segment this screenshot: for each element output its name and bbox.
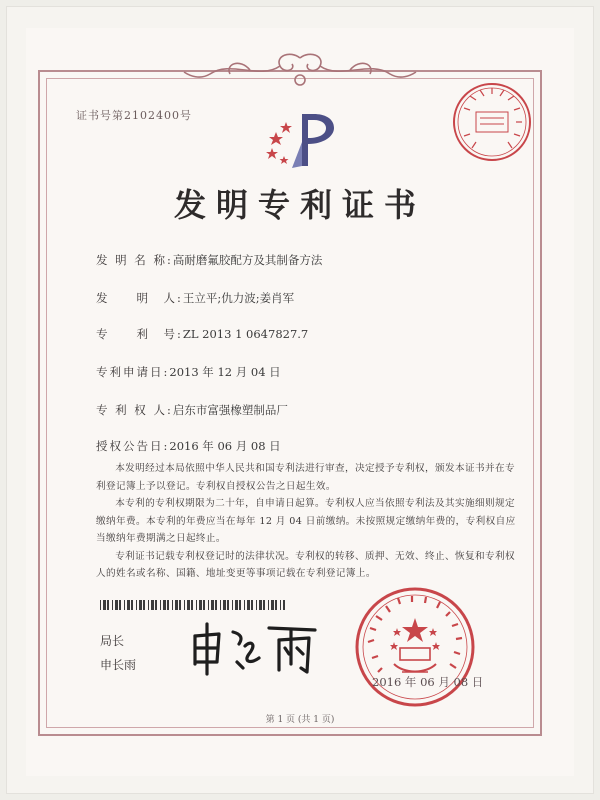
patent-office-logo-icon	[262, 104, 342, 178]
field-application-date: 专利申请日:2013 年 12 月 04 日	[96, 365, 281, 379]
director-title: 局长	[100, 634, 125, 648]
page-number: 第 1 页 (共 1 页)	[265, 715, 335, 725]
field-grant-date: 授权公告日:2016 年 06 月 08 日	[96, 439, 281, 453]
certificate-number: 证书号第2102400号	[76, 109, 192, 122]
field-invention-name: 发 明 名 称:高耐磨氟胶配方及其制备方法	[96, 253, 323, 267]
director-name: 申长雨	[100, 658, 137, 672]
body-text	[96, 460, 516, 583]
field-patent-number: 专 利 号:ZL 2013 1 0647827.7	[96, 327, 309, 341]
field-inventors: 发 明 人:王立平;仇力波;姜肖军	[96, 291, 295, 305]
paragraph-2: 本专利的专利权期限为二十年，自申请日起算。专利权人应当依照专利法及其实施细则规定缴纳年费。本专利的年费应当在每年 12 月 04 日前缴纳。未按照规定缴纳年费的，专利权自应当缴纳年费期满之日起终止。	[96, 498, 516, 544]
signature-icon	[185, 618, 320, 678]
seal-date: 2016 年 06 月 08 日	[372, 675, 484, 689]
agency-seal-icon	[450, 80, 534, 164]
official-seal-icon	[352, 584, 478, 710]
barcode-icon	[100, 600, 285, 610]
field-patentee: 专 利 权 人:启东市富强橡塑制品厂	[96, 403, 288, 417]
paragraph-1: 本发明经过本局依照中华人民共和国专利法进行审查，决定授予专利权，颁发本证书并在专利登记簿上予以登记。专利权自授权公告之日起生效。	[96, 463, 515, 492]
ornament-icon	[180, 50, 420, 92]
page-title: 发明专利证书	[173, 186, 426, 224]
paragraph-3: 专利证书记载专利权登记时的法律状况。专利权的转移、质押、无效、终止、恢复和专利权人的姓名或名称、国籍、地址变更等事项记载在专利登记簿上。	[96, 550, 515, 579]
